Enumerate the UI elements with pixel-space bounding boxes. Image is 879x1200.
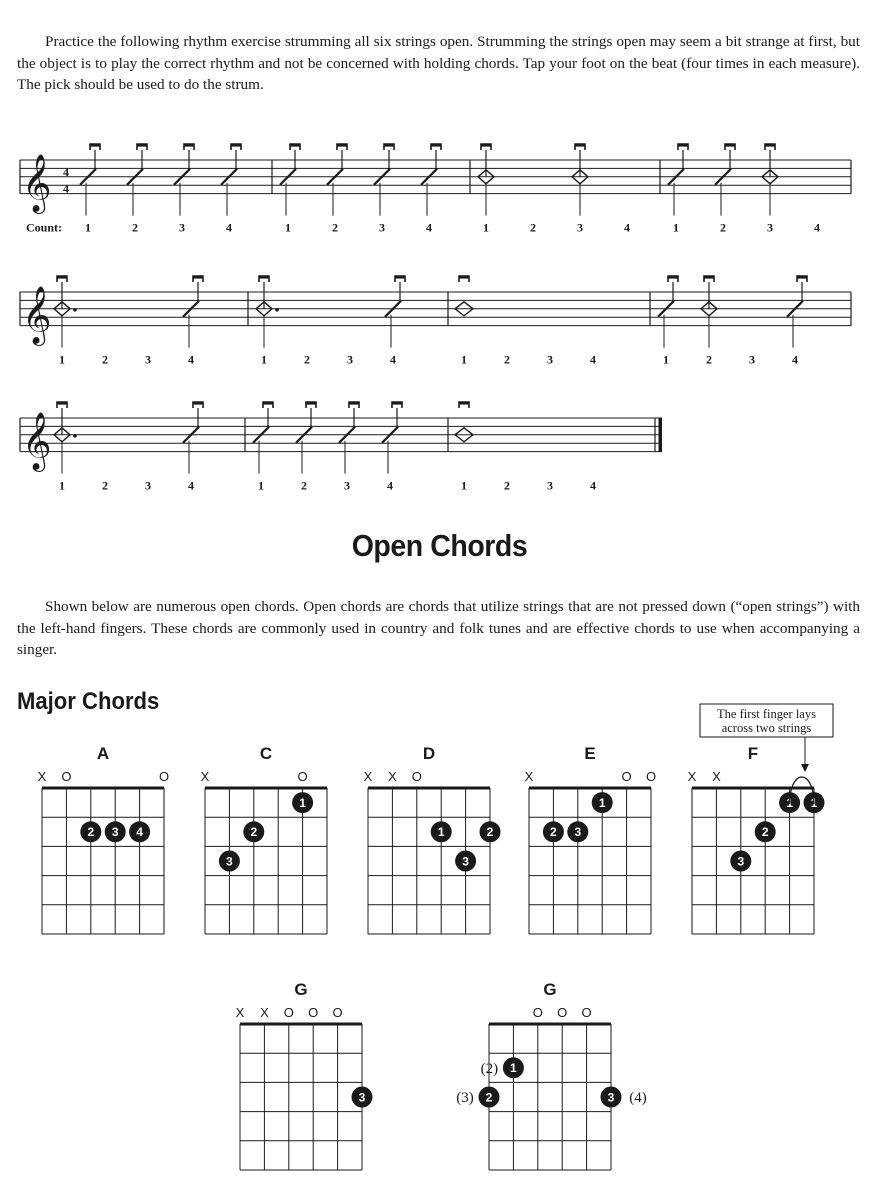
finger-number: 3 <box>226 854 233 869</box>
open-string-mark: O <box>308 1005 319 1020</box>
finger-number: 2 <box>485 1090 493 1105</box>
beat-number: 2 <box>530 220 536 235</box>
finger-number: 3 <box>737 854 745 869</box>
downstroke-bar <box>231 144 241 147</box>
beat-number: 3 <box>344 478 350 493</box>
chord-diagram <box>201 744 327 934</box>
finger-number: 1 <box>510 1061 517 1076</box>
note <box>256 276 279 348</box>
muted-string-mark: X <box>363 769 373 784</box>
beat-number: 3 <box>145 352 151 367</box>
finger-number: 1 <box>437 825 445 840</box>
nut <box>240 1023 362 1026</box>
chord-name: G <box>294 980 308 999</box>
measure <box>80 144 241 235</box>
note <box>421 144 441 216</box>
beat-number: 4 <box>387 478 393 493</box>
beat-number: 1 <box>285 220 291 235</box>
chord-diagram <box>525 744 656 934</box>
downstroke-bar <box>57 276 67 279</box>
beat-number: 2 <box>102 478 108 493</box>
open-string-mark: O <box>581 1005 592 1020</box>
time-signature-top: 4 <box>63 164 69 179</box>
chord-diagram <box>688 704 833 934</box>
beat-number: 2 <box>301 478 307 493</box>
chord-diagram <box>38 744 169 934</box>
beat-number: 1 <box>673 220 679 235</box>
downstroke-bar <box>797 276 807 279</box>
nut <box>368 787 490 790</box>
count-label: Count: <box>26 220 63 235</box>
measure <box>658 276 807 367</box>
muted-string-mark: X <box>524 769 534 784</box>
beat-number: 2 <box>504 352 510 367</box>
beat-number: 3 <box>547 478 553 493</box>
downstroke-bar <box>306 402 316 405</box>
beat-number: 4 <box>792 352 798 367</box>
note <box>280 144 300 216</box>
note <box>253 402 273 474</box>
note <box>382 402 402 474</box>
downstroke-bar <box>290 144 300 147</box>
finger-number: 3 <box>111 825 119 840</box>
measure <box>54 402 203 493</box>
beat-number: 4 <box>426 220 432 235</box>
callout-line2: across two strings <box>721 721 812 735</box>
finger-number: 3 <box>358 1090 366 1105</box>
downstroke-bar <box>90 144 100 147</box>
beat-number: 1 <box>59 478 65 493</box>
measure <box>256 276 405 367</box>
open-string-mark: O <box>283 1005 294 1020</box>
chord-name: F <box>747 744 759 763</box>
note <box>455 402 473 442</box>
chord-name: G <box>543 980 557 999</box>
open-string-mark: O <box>158 769 170 784</box>
downstroke-bar <box>193 276 203 279</box>
beat-number: 1 <box>461 352 467 367</box>
finger-number: 1 <box>598 795 606 810</box>
note <box>715 144 735 216</box>
staff-system <box>20 402 662 493</box>
nut <box>489 1023 611 1026</box>
finger-number: 1 <box>786 795 793 810</box>
measure <box>668 144 820 235</box>
muted-string-mark: X <box>235 1005 245 1020</box>
dot <box>73 308 77 312</box>
chord-diagram <box>456 980 647 1170</box>
downstroke-bar <box>725 144 735 147</box>
open-string-mark: O <box>557 1005 568 1020</box>
description-paragraph: Shown below are numerous open chords. Open chords are chords that utilize strings that are not pressed down (“open strings”) with the left-hand fingers. These chords are commonly used in country and folk tunes and are effective chords to use when accompanying a singer. <box>17 598 860 658</box>
beat-number: 2 <box>304 352 310 367</box>
note <box>374 144 394 216</box>
chord-diagrams <box>0 690 879 1190</box>
dot <box>275 308 279 312</box>
open-string-mark: O <box>411 769 422 784</box>
note <box>572 144 588 216</box>
beat-number: 2 <box>102 352 108 367</box>
muted-string-mark: X <box>388 769 397 784</box>
downstroke-bar <box>184 144 194 147</box>
note <box>80 144 100 216</box>
downstroke-bar <box>349 402 359 405</box>
downstroke-bar <box>137 144 147 147</box>
beat-number: 3 <box>347 352 353 367</box>
downstroke-bar <box>259 276 269 279</box>
open-string-mark: O <box>645 769 657 784</box>
note <box>174 144 194 216</box>
note <box>183 402 203 474</box>
beat-number: 3 <box>379 220 385 235</box>
beat-number: 3 <box>767 220 773 235</box>
finger-number: 2 <box>87 825 95 840</box>
page-title: Open Chords <box>351 528 528 563</box>
downstroke-bar <box>384 144 394 147</box>
finger-number: 4 <box>136 825 143 840</box>
beat-number: 2 <box>132 220 138 235</box>
beat-number: 2 <box>706 352 712 367</box>
downstroke-bar <box>678 144 688 147</box>
downstroke-bar <box>575 144 585 147</box>
chord-diagram <box>236 980 373 1170</box>
note <box>54 402 77 474</box>
beat-number: 3 <box>179 220 185 235</box>
beat-number: 4 <box>624 220 630 235</box>
beat-number: 4 <box>226 220 232 235</box>
chord-diagram <box>364 744 501 934</box>
muted-string-mark: X <box>37 769 47 784</box>
chord-name: A <box>96 744 110 763</box>
staff-system <box>20 276 851 367</box>
chord-name: E <box>584 744 596 763</box>
chord-name: D <box>422 744 436 763</box>
beat-number: 4 <box>814 220 820 235</box>
beat-number: 4 <box>188 478 194 493</box>
note <box>54 276 77 348</box>
treble-clef-icon: 𝄞 <box>22 154 52 211</box>
note <box>221 144 241 216</box>
finger-number: 3 <box>462 854 469 869</box>
open-string-mark: O <box>61 769 72 784</box>
measure <box>455 276 596 367</box>
note <box>183 276 203 348</box>
note <box>296 402 316 474</box>
beat-number: 1 <box>261 352 267 367</box>
dot <box>73 434 77 438</box>
measure <box>253 402 402 493</box>
downstroke-bar <box>459 402 469 405</box>
nut <box>529 787 651 790</box>
finger-number: 1 <box>299 795 306 810</box>
note <box>339 402 359 474</box>
nut <box>692 787 814 790</box>
final-barline-thick <box>659 418 663 452</box>
measure <box>478 144 630 235</box>
beat-number: 1 <box>483 220 489 235</box>
beat-number: 1 <box>461 478 467 493</box>
downstroke-bar <box>337 144 347 147</box>
beat-number: 3 <box>547 352 553 367</box>
downstroke-bar <box>57 402 67 405</box>
muted-string-mark: X <box>687 769 697 784</box>
note <box>668 144 688 216</box>
open-string-mark: O <box>532 1005 543 1020</box>
staff-system <box>20 144 851 235</box>
beat-number: 4 <box>590 352 596 367</box>
note <box>787 276 807 348</box>
treble-clef-icon: 𝄞 <box>22 412 52 469</box>
downstroke-bar <box>263 402 273 405</box>
muted-string-mark: X <box>712 769 721 784</box>
measure <box>455 402 596 493</box>
beat-number: 4 <box>590 478 596 493</box>
finger-number: 3 <box>607 1090 615 1105</box>
finger-number: 2 <box>761 825 769 840</box>
chord-name: C <box>259 744 273 763</box>
alternate-finger-label: (3) <box>456 1090 474 1106</box>
beat-number: 2 <box>720 220 726 235</box>
note <box>701 276 717 348</box>
beat-number: 3 <box>145 478 151 493</box>
note <box>385 276 405 348</box>
finger-number: 3 <box>574 825 582 840</box>
alternate-finger-label: (2) <box>480 1060 499 1077</box>
time-signature-bottom: 4 <box>63 181 69 196</box>
beat-number: 4 <box>390 352 396 367</box>
finger-number: 2 <box>550 825 557 840</box>
note <box>762 144 778 216</box>
downstroke-bar <box>193 402 203 405</box>
downstroke-bar <box>459 276 469 279</box>
downstroke-bar <box>668 276 678 279</box>
open-string-mark: O <box>332 1005 343 1020</box>
downstroke-bar <box>395 276 405 279</box>
measure <box>280 144 441 235</box>
beat-number: 1 <box>59 352 65 367</box>
downstroke-bar <box>431 144 441 147</box>
section-heading: Major Chords <box>17 688 160 715</box>
beat-number: 1 <box>85 220 91 235</box>
downstroke-bar <box>704 276 714 279</box>
downstroke-bar <box>392 402 402 405</box>
measure <box>54 276 203 367</box>
beat-number: 1 <box>258 478 264 493</box>
open-string-mark: O <box>621 769 632 784</box>
intro-paragraph: Practice the following rhythm exercise strumming all six strings open. Strumming the strings open may seem a bit strange at first, but the object is to play the correct rhythm and not be concerned with holding chords. Tap your foot on the beat (four times in each measure). The pick should be used to do the strum. <box>17 33 860 93</box>
rhythm-notation <box>0 0 879 520</box>
treble-clef-icon: 𝄞 <box>22 286 52 343</box>
note <box>327 144 347 216</box>
finger-number: 1 <box>810 795 818 810</box>
nut <box>42 787 164 790</box>
open-string-mark: O <box>297 769 308 784</box>
beat-number: 3 <box>749 352 755 367</box>
note <box>127 144 147 216</box>
note <box>478 144 494 216</box>
beat-number: 3 <box>577 220 583 235</box>
downstroke-bar <box>481 144 491 147</box>
callout-line1: The first finger lays <box>717 707 816 721</box>
muted-string-mark: X <box>260 1005 269 1020</box>
alternate-finger-label: (4) <box>629 1090 647 1106</box>
beat-number: 2 <box>504 478 510 493</box>
beat-number: 2 <box>332 220 338 235</box>
note <box>455 276 473 316</box>
beat-number: 1 <box>663 352 669 367</box>
callout-arrowhead <box>801 764 809 772</box>
muted-string-mark: X <box>200 769 210 784</box>
beat-number: 4 <box>188 352 194 367</box>
downstroke-bar <box>765 144 775 147</box>
note <box>658 276 678 348</box>
finger-number: 2 <box>486 825 494 840</box>
finger-number: 2 <box>250 825 258 840</box>
nut <box>205 787 327 790</box>
